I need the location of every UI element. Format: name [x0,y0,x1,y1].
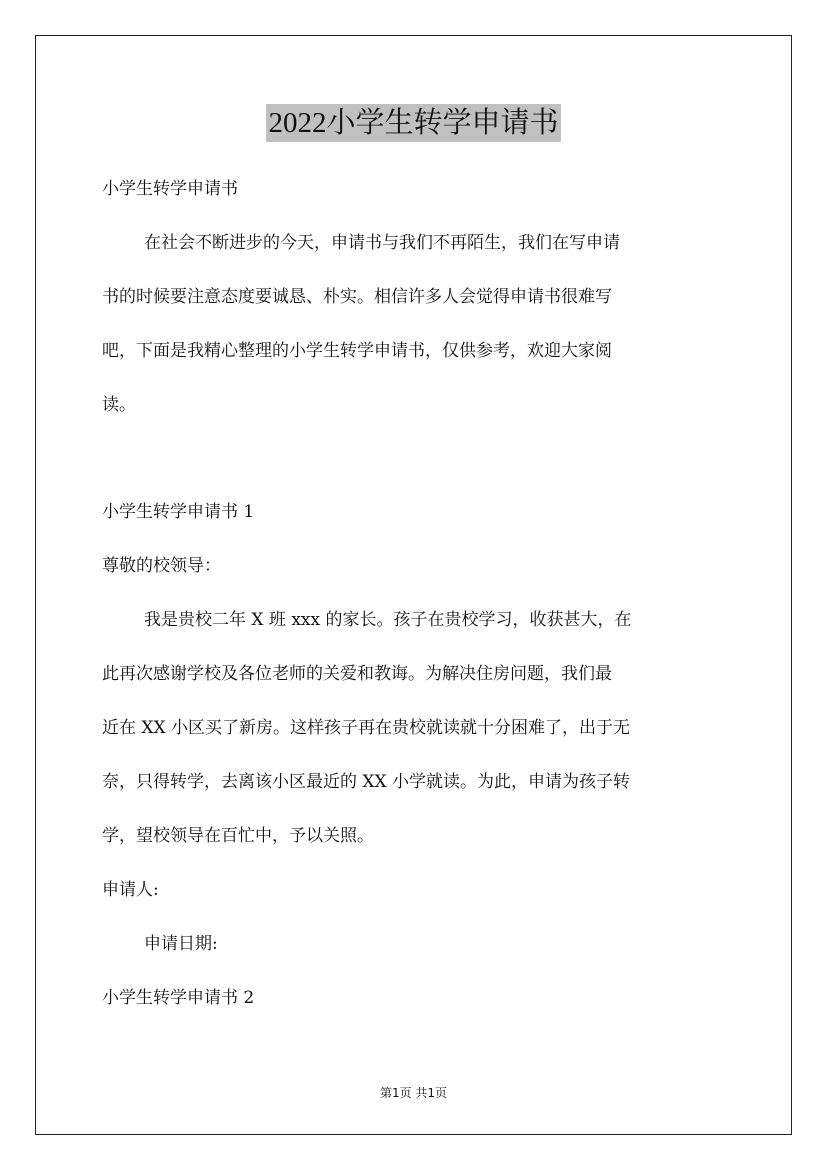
paragraph-line: 近在 XX 小区买了新房。这样孩子再在贵校就读就十分困难了，出于无 [102,718,631,738]
document-body [102,162,727,1025]
paragraph-line: 此再次感谢学校及各位老师的关爱和教诲。为解决住房问题，我们最 [102,664,612,684]
paragraph-line: 在社会不断进步的今天，申请书与我们不再陌生，我们在写申请 [144,233,620,253]
section-heading: 小学生转学申请书 2 [102,988,255,1008]
paragraph-line: 吧，下面是我精心整理的小学生转学申请书，仅供参考，欢迎大家阅 [102,341,612,361]
paragraph-line: 学，望校领导在百忙中，予以关照。 [102,826,374,846]
blank-line [102,432,727,485]
paragraph-line: 奈，只得转学，去离该小区最近的 XX 小学就读。为此，申请为孩子转 [102,772,631,792]
application-date-label: 申请日期: [144,934,218,954]
paragraph-line: 我是贵校二年 X 班 xxx 的家长。孩子在贵校学习，收获甚大，在 [144,610,632,630]
section-heading: 小学生转学申请书 [102,179,238,199]
paragraph-line: 读。 [102,395,136,415]
section-heading: 小学生转学申请书 1 [102,502,255,522]
applicant-label: 申请人: [102,880,159,900]
document-title: 2022小学生转学申请书 [266,104,560,142]
paragraph-line: 书的时候要注意态度要诚恳、朴实。相信许多人会觉得申请书很难写 [102,287,612,307]
salutation: 尊敬的校领导： [102,556,221,576]
page-footer: 第1页 共1页 [379,1086,448,1100]
title-wrapper [0,104,827,142]
